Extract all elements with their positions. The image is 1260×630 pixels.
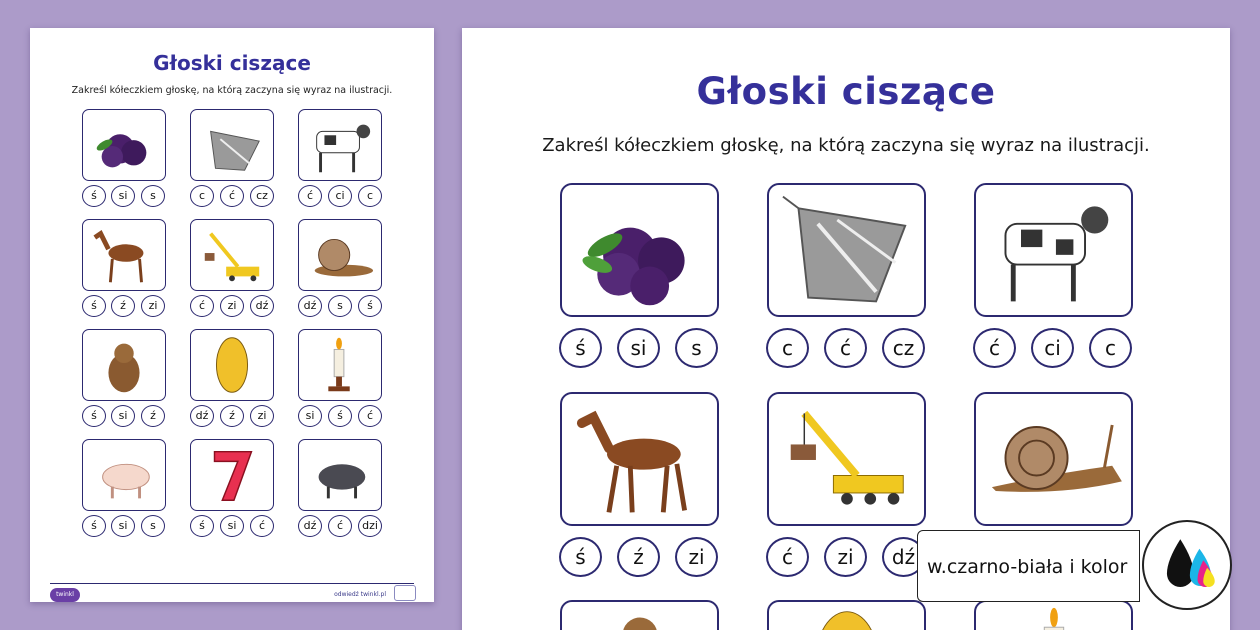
thumb-option[interactable]: ź [111,295,135,317]
worksheet-title: Głoski ciszące [696,70,996,113]
answer-option[interactable]: zi [675,537,718,577]
potato-icon [191,330,273,400]
tile-snail [974,392,1133,526]
tile-foal [560,392,719,526]
boar-icon [299,440,381,510]
calf-icon [976,185,1131,315]
number-seven-icon [191,440,273,510]
worksheet-thumbnail [30,28,434,602]
thumb-tile-plums [82,109,166,181]
tile-potato [767,600,926,630]
thumb-option[interactable]: si [220,515,244,537]
thumb-tile-crane [190,219,274,291]
thumb-option[interactable]: s [141,185,165,207]
thumb-option[interactable]: ś [82,185,106,207]
worksheet-instruction: Zakreśl kółeczkiem głoskę, na którą zaczyna się wyraz na ilustracji. [542,135,1150,156]
thumb-option[interactable]: ć [190,295,214,317]
snail-icon [976,394,1131,524]
answer-option[interactable]: si [617,328,660,368]
thumbnail-instruction: Zakreśl kółeczkiem głoskę, na którą zaczyna się wyraz na ilustracji. [71,85,393,96]
tile-groundhog [560,600,719,630]
snail-icon [299,220,381,290]
moth-icon [191,110,273,180]
pig-icon [83,440,165,510]
thumb-option[interactable]: ś [82,515,106,537]
answer-option[interactable]: zi [824,537,867,577]
thumb-option[interactable]: dź [250,295,274,317]
moth-icon [769,185,924,315]
answer-option[interactable]: ć [824,328,867,368]
calf-icon [299,110,381,180]
thumb-option[interactable]: ć [328,515,352,537]
groundhog-icon [562,602,717,630]
thumb-tile-foal [82,219,166,291]
thumb-option[interactable]: dź [298,295,322,317]
thumb-tile-pig [82,439,166,511]
tile-crane [767,392,926,526]
thumb-option[interactable]: ć [298,185,322,207]
thumb-option[interactable]: ś [328,405,352,427]
answer-option[interactable]: s [675,328,718,368]
thumb-option[interactable]: ź [141,405,165,427]
thumbnail-title: Głoski ciszące [153,51,311,75]
thumb-option[interactable]: ć [358,405,382,427]
candle-icon [299,330,381,400]
plums-icon [83,110,165,180]
thumb-option[interactable]: si [298,405,322,427]
tile-calf [974,183,1133,317]
thumb-option[interactable]: si [111,515,135,537]
candle-icon [976,602,1131,630]
footer-divider [50,583,414,584]
foal-icon [83,220,165,290]
thumb-option[interactable]: c [190,185,214,207]
thumb-tile-potato [190,329,274,401]
thumb-option[interactable]: ś [82,405,106,427]
thumb-option[interactable]: dzi [358,515,382,537]
thumb-option[interactable]: s [328,295,352,317]
crane-icon [191,220,273,290]
version-label: w.czarno-biała i kolor [917,530,1140,602]
thumb-option[interactable]: cz [250,185,274,207]
plums-icon [562,185,717,315]
thumb-option[interactable]: ć [220,185,244,207]
thumb-tile-seven [190,439,274,511]
thumb-option[interactable]: si [111,185,135,207]
tile-plums [560,183,719,317]
thumb-option[interactable]: c [358,185,382,207]
answer-option[interactable]: dź [882,537,925,577]
thumb-option[interactable]: ś [82,295,106,317]
crane-icon [769,394,924,524]
thumb-option[interactable]: dź [298,515,322,537]
answer-option[interactable]: c [1089,328,1132,368]
tile-candle [974,600,1133,630]
footer-site: odwiedź twinkl.pl [334,591,386,598]
thumb-option[interactable]: s [141,515,165,537]
groundhog-icon [83,330,165,400]
thumb-option[interactable]: ś [358,295,382,317]
thumb-option[interactable]: ś [190,515,214,537]
thumb-tile-calf [298,109,382,181]
answer-option[interactable]: ć [766,537,809,577]
answer-option[interactable]: ć [973,328,1016,368]
potato-icon [769,602,924,630]
answer-option[interactable]: c [766,328,809,368]
answer-option[interactable]: cz [882,328,925,368]
answer-option[interactable]: ź [617,537,660,577]
footer-badge-icon [394,585,416,601]
thumb-tile-candle [298,329,382,401]
thumb-tile-moth [190,109,274,181]
twinkl-logo: twinkl [50,588,80,602]
thumb-tile-groundhog [82,329,166,401]
tile-moth [767,183,926,317]
thumb-tile-snail [298,219,382,291]
thumb-tile-boar [298,439,382,511]
thumb-option[interactable]: ci [328,185,352,207]
thumb-option[interactable]: dź [190,405,214,427]
foal-icon [562,394,717,524]
thumb-option[interactable]: si [111,405,135,427]
answer-option[interactable]: ci [1031,328,1074,368]
answer-option[interactable]: ś [559,328,602,368]
thumb-option[interactable]: zi [141,295,165,317]
thumb-option[interactable]: zi [250,405,274,427]
thumb-option[interactable]: ć [250,515,274,537]
thumb-option[interactable]: zi [220,295,244,317]
answer-option[interactable]: ś [559,537,602,577]
ink-drops-icon [1142,520,1232,610]
thumb-option[interactable]: ź [220,405,244,427]
